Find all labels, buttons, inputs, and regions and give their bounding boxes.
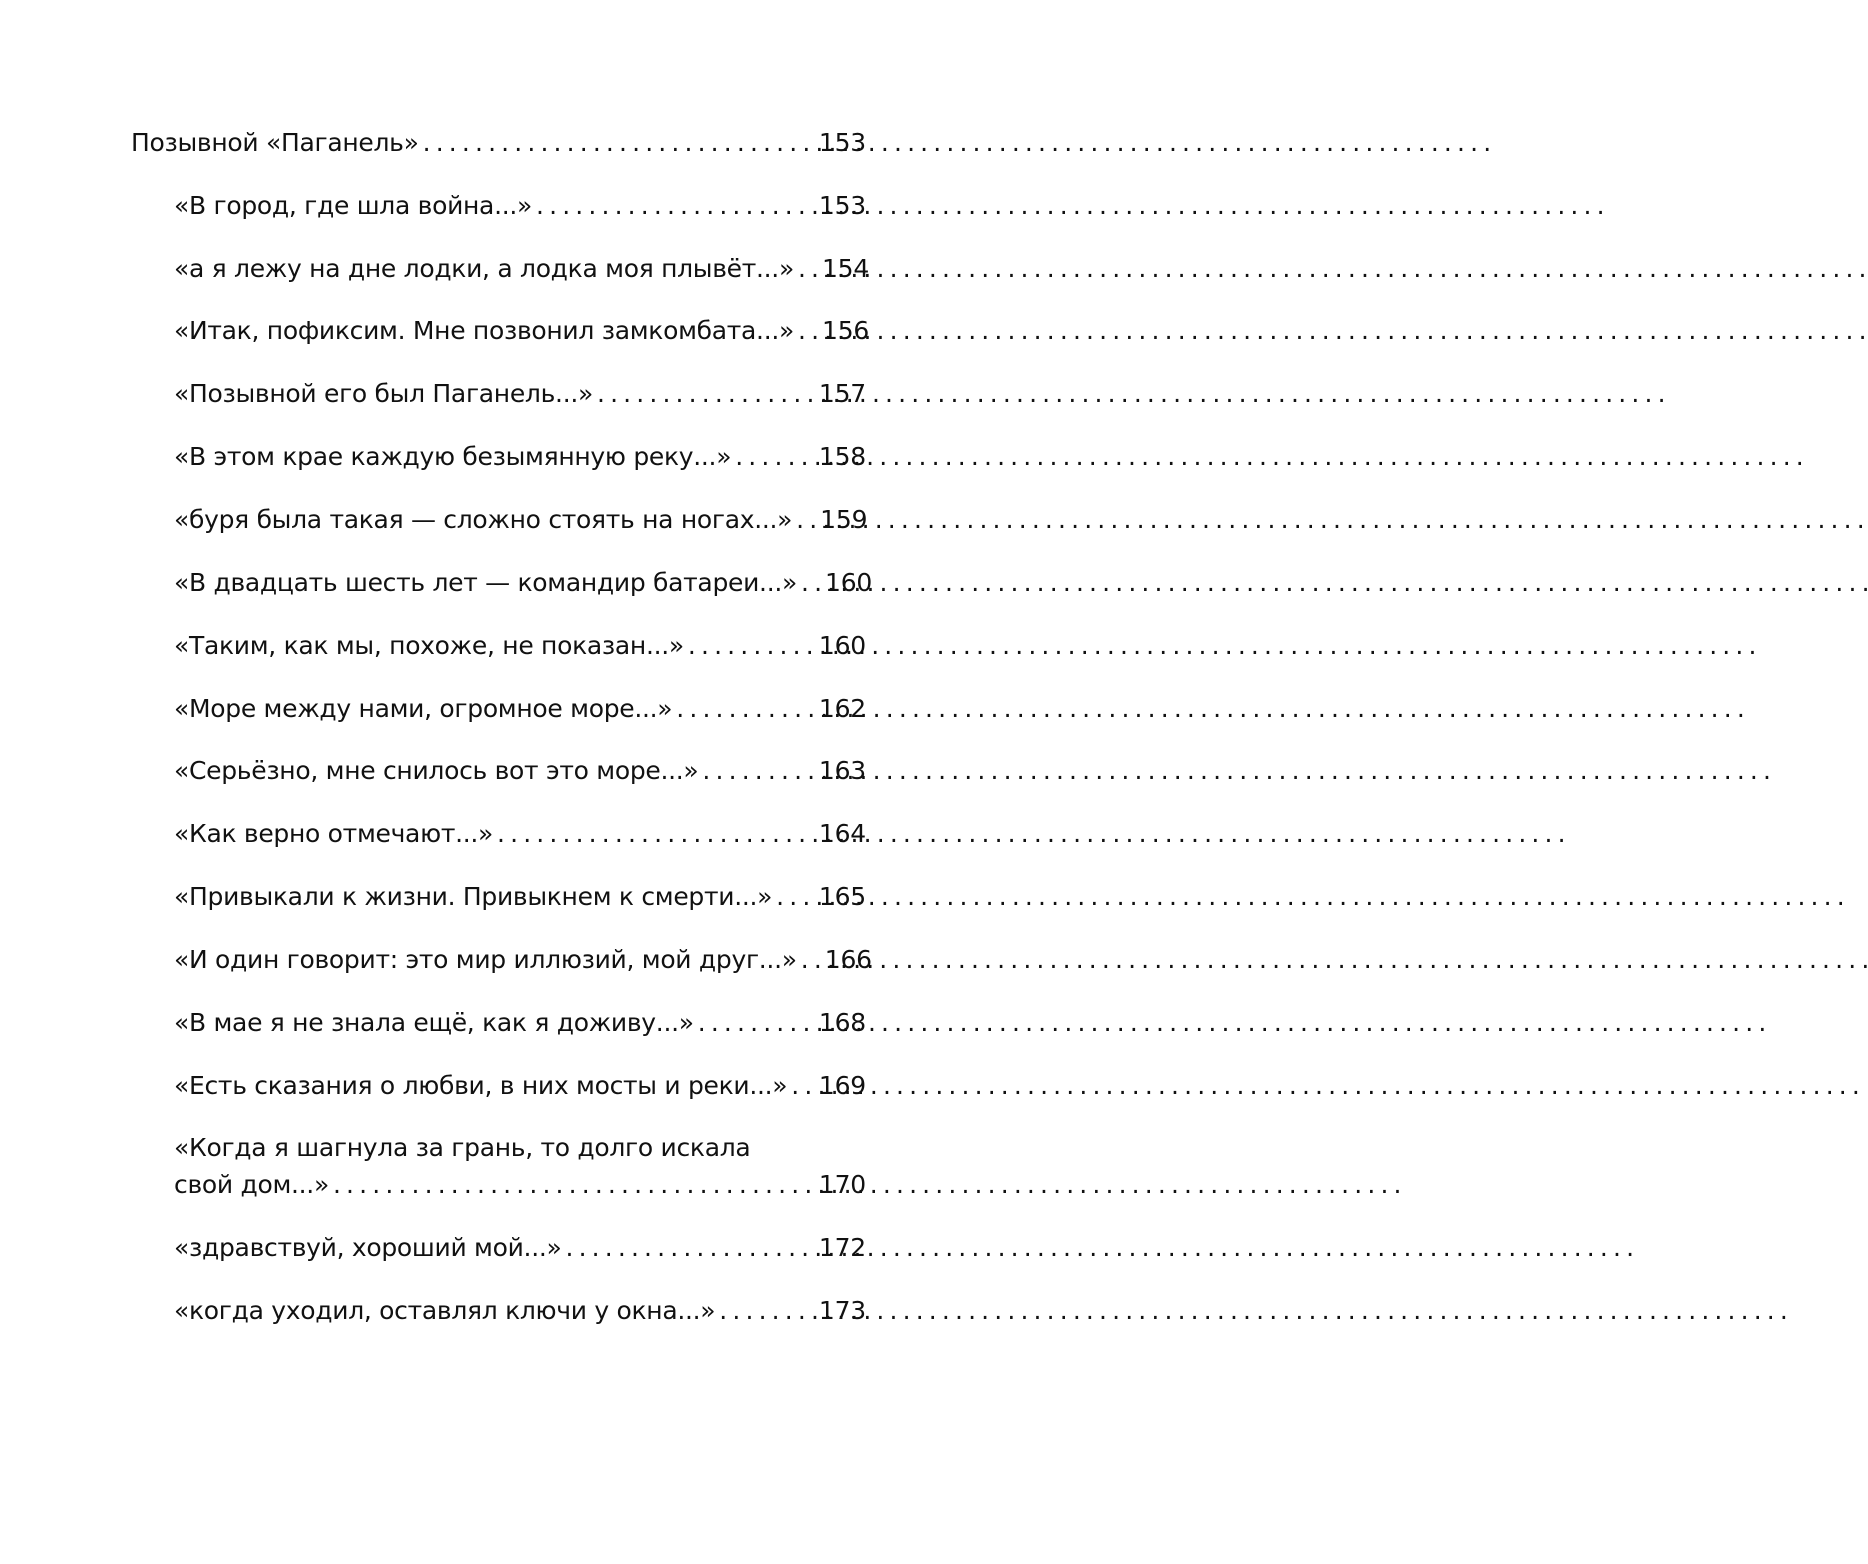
toc-entry-title: «В город, где шла война...» — [174, 191, 533, 220]
toc-entry-page: 153 — [818, 191, 866, 220]
dot-leader — [688, 631, 815, 661]
dot-leader — [597, 379, 815, 409]
toc-entry-page: 170 — [818, 1170, 866, 1199]
toc-entry-page: 153 — [818, 128, 866, 157]
dot-leader — [698, 1008, 815, 1038]
toc-entry-line — [174, 505, 866, 535]
toc-entry-page: 169 — [818, 1071, 866, 1100]
toc-entry-title: «В этом крае каждую безымянную реку...» — [174, 442, 732, 471]
dot-leader — [333, 1170, 815, 1200]
toc-entry-title: «Как верно отмечают...» — [174, 819, 494, 848]
toc-entry-line — [174, 819, 866, 849]
toc-entry-line — [174, 1170, 866, 1200]
toc-entry-line — [174, 882, 866, 912]
toc-entry-title: «буря была такая — сложно стоять на ногах...» — [174, 505, 793, 534]
toc-entry-page: 160 — [818, 631, 866, 660]
dot-leader — [796, 505, 816, 535]
toc-entry-line — [174, 945, 872, 975]
toc-entry-page: 162 — [818, 694, 866, 723]
toc-entry-line — [174, 191, 866, 221]
toc-entry-title: «В мае я не знала ещё, как я доживу...» — [174, 1008, 694, 1037]
toc-entry-page: 156 — [822, 316, 870, 345]
toc-entry-title: «И один говорит: это мир иллюзий, мой друг...» — [174, 945, 797, 974]
toc-entry-line — [174, 568, 873, 598]
toc-entry-title: «Море между нами, огромное море...» — [174, 694, 673, 723]
toc-entry-page: 154 — [821, 254, 870, 283]
dot-leader — [423, 128, 815, 158]
toc-entry-title: «Есть сказания о любви, в них мосты и реки...» — [174, 1071, 788, 1100]
dot-leader — [798, 254, 818, 284]
toc-entry-line — [131, 128, 866, 158]
toc-entry-line — [174, 1233, 866, 1263]
toc-entry-title: «Итак, пофиксим. Мне позвонил замкомбата...» — [174, 316, 794, 345]
toc-entry-page: 160 — [824, 568, 873, 597]
toc-entry-line — [174, 1008, 866, 1038]
toc-entry-title: «Привыкали к жизни. Привыкнем к смерти...» — [174, 882, 773, 911]
toc-entry-title: «В двадцать шесть лет — командир батареи...» — [174, 568, 797, 597]
toc-entry-line — [174, 1296, 866, 1326]
toc-entry-line — [174, 316, 870, 346]
toc-entry-title: «когда уходил, оставлял ключи у окна...» — [174, 1296, 716, 1325]
toc-entry-line — [174, 631, 866, 661]
toc-entry-title: свой дом...» — [174, 1170, 329, 1199]
toc-entry-page: 165 — [818, 882, 866, 911]
toc-entry-title: «а я лежу на дне лодки, а лодка моя плывёт...» — [174, 254, 794, 283]
dot-leader — [702, 756, 814, 786]
toc-entry-line — [174, 379, 866, 409]
toc-entry-page: 164 — [818, 819, 866, 848]
toc-entry-line — [174, 694, 866, 724]
toc-entry-line — [174, 756, 866, 786]
toc-entry-line — [174, 442, 866, 472]
toc-entry-title: «здравствуй, хороший мой...» — [174, 1233, 562, 1262]
dot-leader — [801, 945, 821, 975]
dot-leader — [735, 442, 815, 472]
toc-entry-page: 157 — [818, 379, 866, 408]
toc-entry-title: «Таким, как мы, похоже, не показан...» — [174, 631, 684, 660]
dot-leader — [566, 1233, 815, 1263]
toc-entry-title: Позывной «Паганель» — [131, 128, 419, 157]
toc-entry-page: 158 — [818, 442, 866, 471]
toc-entry-page: 159 — [820, 505, 868, 534]
toc-entry-title: «Позывной его был Паганель...» — [174, 379, 593, 408]
dot-leader — [676, 694, 815, 724]
dot-leader — [719, 1296, 815, 1326]
toc-entry-page: 166 — [824, 945, 872, 974]
toc-entry-title-line1: «Когда я шагнула за грань, то долго искала — [174, 1133, 751, 1162]
toc-entry-line — [174, 254, 870, 284]
toc-entry-page: 163 — [818, 756, 866, 785]
toc-entry-page: 168 — [818, 1008, 866, 1037]
dot-leader — [801, 568, 821, 598]
dot-leader — [798, 316, 818, 346]
toc-entry-line — [174, 1071, 866, 1101]
toc-entry-title: «Серьёзно, мне снилось вот это море...» — [174, 756, 699, 785]
toc-entry-page: 172 — [818, 1233, 866, 1262]
dot-leader — [776, 882, 815, 912]
dot-leader — [791, 1071, 815, 1101]
dot-leader — [536, 191, 815, 221]
toc-entry-page: 173 — [818, 1296, 866, 1325]
dot-leader — [497, 819, 815, 849]
